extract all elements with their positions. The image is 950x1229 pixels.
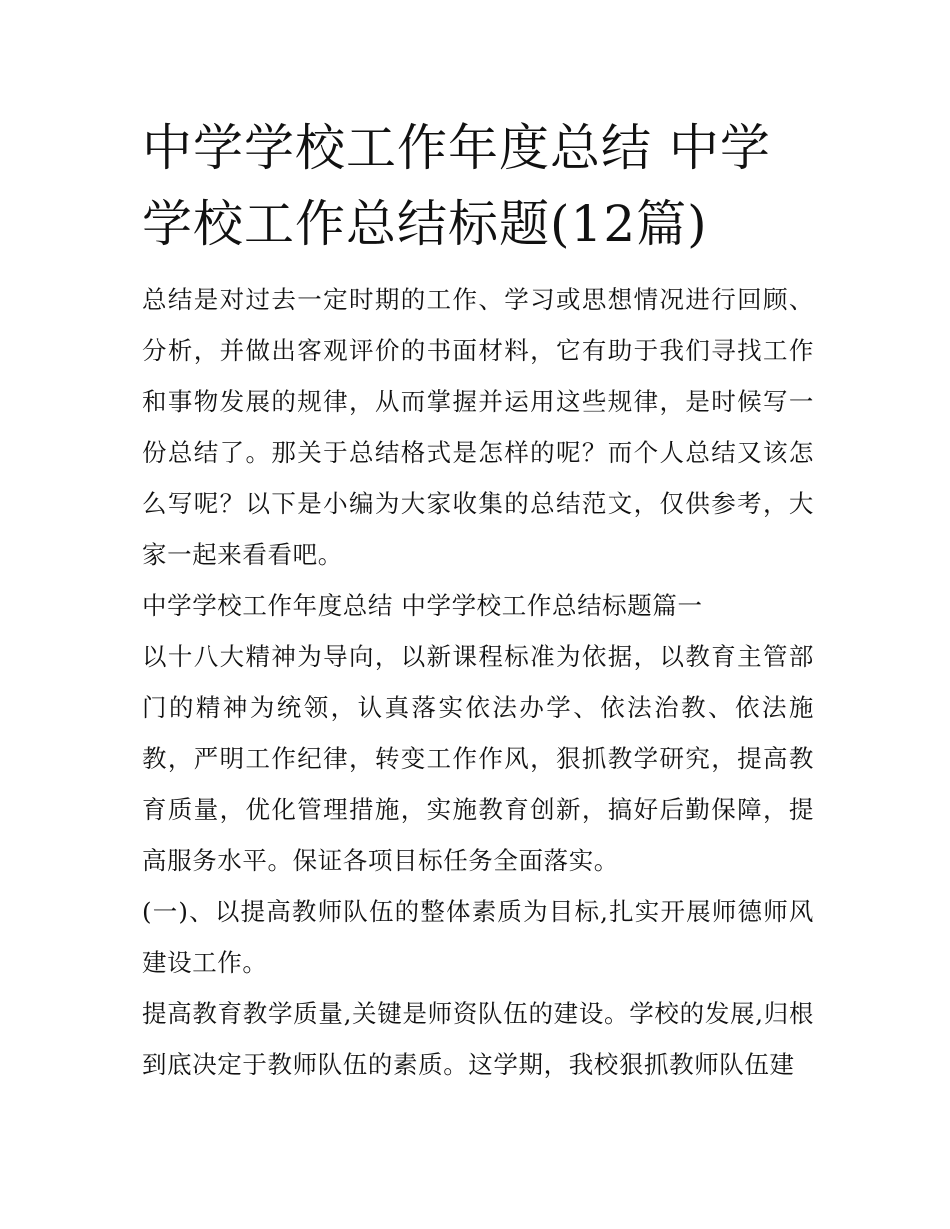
document-title: 中学学校工作年度总结 中学学校工作总结标题(12篇) (142, 119, 771, 253)
body-paragraph: 以十八大精神为导向，以新课程标准为依据，以教育主管部门的精神为统领，认真落实依法办学、依法治教、依法施教，严明工作纪律，转变工作作风，狠抓教学研究，提高教育质量，优化管理措施，实施教育创新，搞好后勤保障，提高服务水平。保证各项目标任务全面落实。 (142, 642, 814, 875)
document-page (142, 110, 814, 1090)
intro-paragraph: 总结是对过去一定时期的工作、学习或思想情况进行回顾、分析，并做出客观评价的书面材料，它有助于我们寻找工作和事物发展的规律，从而掌握并运用这些规律，是时候写一份总结了。那关于总结格式是怎样的呢？而个人总结又该怎么写呢？以下是小编为大家收集的总结范文，仅供参考，大家一起来看看吧。 (142, 285, 814, 569)
body-paragraph: 提高教育教学质量,关键是师资队伍的建设。学校的发展,归根到底决定于教师队伍的素质。这学期，我校狠抓教师队伍建 (142, 999, 814, 1079)
subsection-heading: (一)、以提高教师队伍的整体素质为目标,扎实开展师德师风建设工作。 (142, 897, 814, 977)
section-heading: 中学学校工作年度总结 中学学校工作总结标题篇一 (142, 591, 703, 620)
